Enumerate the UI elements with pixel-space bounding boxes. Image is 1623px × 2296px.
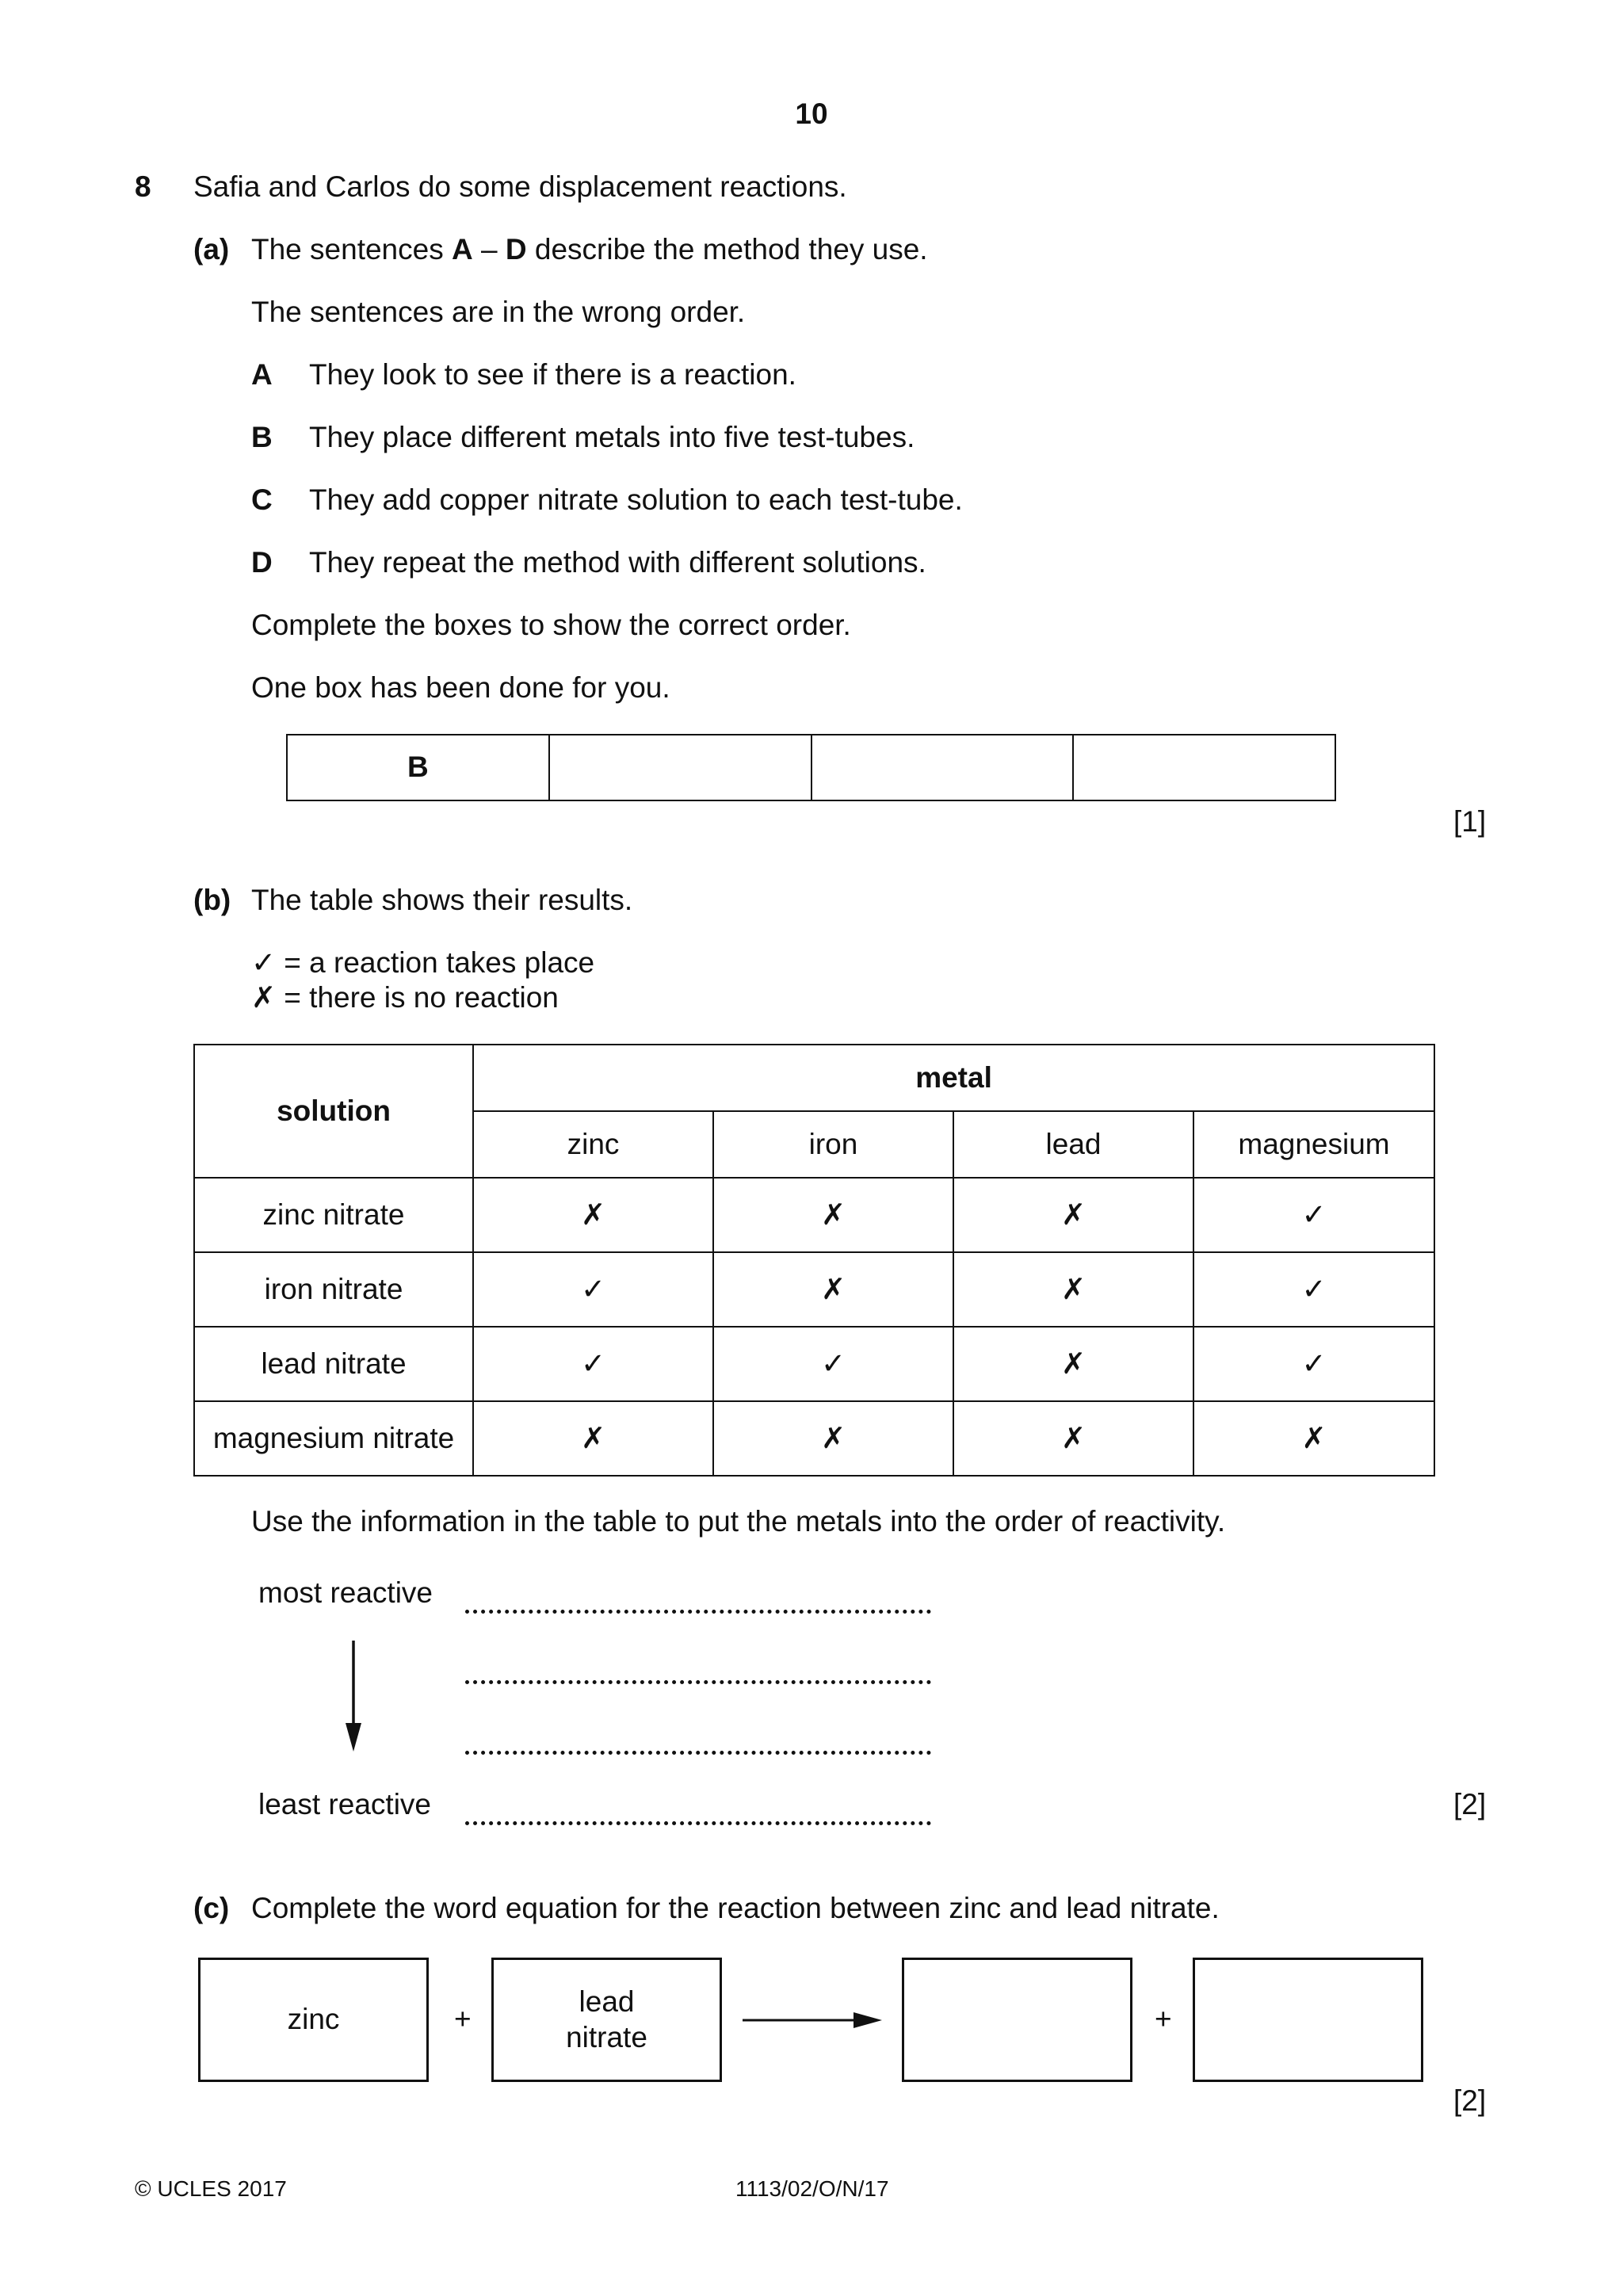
- part-a-instruction1: Complete the boxes to show the correct order.: [251, 609, 851, 641]
- step-text: They add copper nitrate solution to each test-tube.: [309, 483, 963, 516]
- result-cell: ✗: [713, 1178, 953, 1252]
- table-row: [194, 1401, 1434, 1476]
- step-letter: D: [251, 546, 273, 579]
- part-a-letter-A: A: [451, 233, 473, 266]
- result-cell: ✗: [473, 1401, 713, 1476]
- part-b-intro: The table shows their results.: [251, 884, 633, 916]
- answer-line-1[interactable]: [465, 1610, 931, 1614]
- question-intro: Safia and Carlos do some displacement reactions.: [193, 170, 847, 203]
- column-header: lead: [953, 1111, 1193, 1178]
- part-a-line1: [251, 232, 928, 267]
- footer-copyright: © UCLES 2017: [135, 2176, 287, 2201]
- step-letter: C: [251, 483, 273, 516]
- result-cell: ✓: [1193, 1252, 1434, 1327]
- part-a-marks: [1]: [1453, 805, 1487, 838]
- step-letter: B: [251, 421, 273, 453]
- result-cell: ✓: [473, 1327, 713, 1401]
- part-c-marks: [2]: [1453, 2084, 1487, 2117]
- answer-line-3[interactable]: [465, 1751, 931, 1755]
- reactant-1-text: zinc: [287, 2003, 340, 2036]
- row-header-solution: solution: [194, 1045, 473, 1178]
- plus-sign: +: [454, 2003, 472, 2035]
- order-box-2[interactable]: [550, 735, 812, 800]
- part-a-line2: The sentences are in the wrong order.: [251, 296, 746, 328]
- reactant-2-line1: lead: [579, 1985, 635, 2019]
- part-a-letter-D: D: [505, 233, 527, 266]
- part-b-instruction: Use the information in the table to put the metals into the order of reactivity.: [251, 1505, 1226, 1538]
- part-a-dash: –: [472, 233, 506, 266]
- col-group-header-metal: metal: [473, 1045, 1434, 1111]
- table-row: [194, 1327, 1434, 1401]
- solution-cell: magnesium nitrate: [194, 1401, 473, 1476]
- result-cell: ✗: [473, 1178, 713, 1252]
- order-box-4[interactable]: [1074, 735, 1335, 800]
- result-cell: ✗: [953, 1252, 1193, 1327]
- most-reactive-label: most reactive: [258, 1576, 433, 1609]
- footer-code: 1113/02/O/N/17: [735, 2176, 889, 2201]
- part-a-label: (a): [193, 233, 230, 266]
- table-row: [194, 1252, 1434, 1327]
- key-tick: ✓ = a reaction takes place: [251, 946, 595, 979]
- order-box-3[interactable]: [812, 735, 1075, 800]
- result-cell: ✗: [953, 1178, 1193, 1252]
- product-box-1[interactable]: [902, 1958, 1132, 2082]
- step-text: They place different metals into five test-tubes.: [309, 421, 915, 453]
- step-text: They look to see if there is a reaction.: [309, 358, 796, 391]
- solution-cell: zinc nitrate: [194, 1178, 473, 1252]
- table-row: [194, 1178, 1434, 1252]
- column-header: iron: [713, 1111, 953, 1178]
- results-table: [193, 1044, 1435, 1477]
- answer-line-4[interactable]: [465, 1821, 931, 1825]
- order-box-1: B: [288, 735, 550, 800]
- reactant-box-lead-nitrate: [491, 1958, 722, 2082]
- page-number: 10: [795, 97, 828, 130]
- result-cell: ✓: [473, 1252, 713, 1327]
- step-text: They repeat the method with different solutions.: [309, 546, 926, 579]
- question-number: 8: [135, 170, 151, 203]
- solution-cell: iron nitrate: [194, 1252, 473, 1327]
- part-c-label: (c): [193, 1892, 230, 1924]
- step-letter: A: [251, 358, 273, 391]
- least-reactive-label: least reactive: [258, 1788, 431, 1820]
- result-cell: ✗: [1193, 1401, 1434, 1476]
- down-arrow-icon: [339, 1641, 368, 1753]
- result-cell: ✓: [1193, 1327, 1434, 1401]
- part-c-instruction: Complete the word equation for the reaction between zinc and lead nitrate.: [251, 1892, 1220, 1924]
- part-b-label: (b): [193, 884, 231, 916]
- part-a-instruction2: One box has been done for you.: [251, 671, 670, 704]
- key-cross: ✗ = there is no reaction: [251, 981, 559, 1014]
- solution-cell: lead nitrate: [194, 1327, 473, 1401]
- result-cell: ✓: [1193, 1178, 1434, 1252]
- column-header: zinc: [473, 1111, 713, 1178]
- reactant-2-line2: nitrate: [566, 2020, 647, 2053]
- result-cell: ✗: [713, 1401, 953, 1476]
- product-box-2[interactable]: [1193, 1958, 1423, 2082]
- result-cell: ✗: [713, 1252, 953, 1327]
- right-arrow-icon: [743, 2008, 884, 2032]
- order-boxes: [286, 734, 1336, 801]
- plus-sign: +: [1155, 2003, 1172, 2035]
- answer-line-2[interactable]: [465, 1680, 931, 1684]
- result-cell: ✗: [953, 1401, 1193, 1476]
- result-cell: ✗: [953, 1327, 1193, 1401]
- reactant-box-zinc: [198, 1958, 429, 2082]
- column-header: magnesium: [1193, 1111, 1434, 1178]
- result-cell: ✓: [713, 1327, 953, 1401]
- part-b-marks: [2]: [1453, 1788, 1487, 1820]
- part-a-line1-post: describe the method they use.: [526, 233, 928, 266]
- part-a-line1-pre: The sentences: [251, 233, 452, 266]
